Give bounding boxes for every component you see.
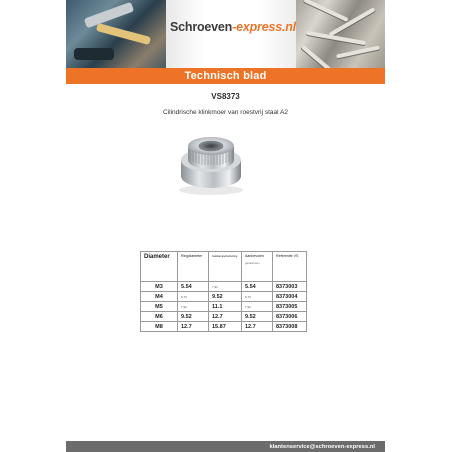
footer-bar: [66, 441, 385, 452]
brand-accent: -express.nl: [232, 20, 296, 34]
cell-reference: 8373006: [273, 312, 307, 322]
table-row: [141, 282, 307, 292]
col-header-label: Gatdiameterbehuizing: [212, 255, 238, 258]
cell-reference: 8373004: [273, 292, 307, 302]
cell-diameter: M8: [141, 322, 178, 332]
cell-recommended: 6.73: [242, 292, 273, 302]
col-header-diameter: Diameter: [141, 252, 178, 282]
brand-area: [166, 0, 296, 68]
cell-ring-diameter: 6.73: [178, 292, 209, 302]
table-row: [141, 302, 307, 312]
table-row: [141, 292, 307, 302]
cell-reference: 8373005: [273, 302, 307, 312]
cell-diameter: M3: [141, 282, 178, 292]
cell-recommended: 9.52: [242, 312, 273, 322]
col-header-label: Ringdiameter: [181, 254, 203, 258]
contact-email-link[interactable]: klantenservice@schroeven-express.nl: [269, 443, 375, 450]
brand-main: Schroeven: [170, 20, 233, 34]
page-title: Technisch blad: [184, 70, 267, 82]
cell-ring-diameter: 7,92: [178, 302, 209, 312]
product-image: [170, 120, 252, 196]
cell-recommended: 5.54: [242, 282, 273, 292]
table-header-row: [141, 252, 307, 282]
cell-housing-hole: 12.7: [209, 312, 242, 322]
cell-reference: 8373003: [273, 282, 307, 292]
datasheet-page: [66, 0, 385, 452]
tools-photo: [66, 0, 166, 68]
cell-reference: 8373008: [273, 322, 307, 332]
col-header-housing-hole: [209, 252, 242, 282]
table-row: [141, 322, 307, 332]
col-header-ring-diameter: [178, 252, 209, 282]
cell-diameter: M6: [141, 312, 178, 322]
col-header-sub: gatdiameter: [245, 261, 260, 265]
col-header-label: Aanbevolen: [245, 254, 264, 258]
col-header-recommended: [242, 252, 273, 282]
col-header-reference: [273, 252, 307, 282]
brand-logo[interactable]: [170, 20, 296, 34]
screws-photo: [296, 0, 385, 68]
cell-recommended: 12.7: [242, 322, 273, 332]
header-banner: [66, 0, 385, 68]
title-bar: [66, 68, 385, 84]
spec-table: [140, 251, 307, 332]
cell-housing-hole: 7,91: [209, 282, 242, 292]
cell-diameter: M5: [141, 302, 178, 312]
product-code: VS8373: [211, 92, 240, 101]
cell-diameter: M4: [141, 292, 178, 302]
cell-ring-diameter: 5.54: [178, 282, 209, 292]
cell-housing-hole: 9.52: [209, 292, 242, 302]
clinch-nut-image: [170, 120, 252, 196]
cell-ring-diameter: 12.7: [178, 322, 209, 332]
table-row: [141, 312, 307, 322]
cell-recommended: 7,92: [242, 302, 273, 312]
cell-housing-hole: 15.87: [209, 322, 242, 332]
product-description: Cilindrische klinkmoer van roestvrij staal A2: [163, 109, 288, 116]
cell-ring-diameter: 9.52: [178, 312, 209, 322]
cell-housing-hole: 11.1: [209, 302, 242, 312]
col-header-label: Referentie VS: [276, 254, 299, 258]
